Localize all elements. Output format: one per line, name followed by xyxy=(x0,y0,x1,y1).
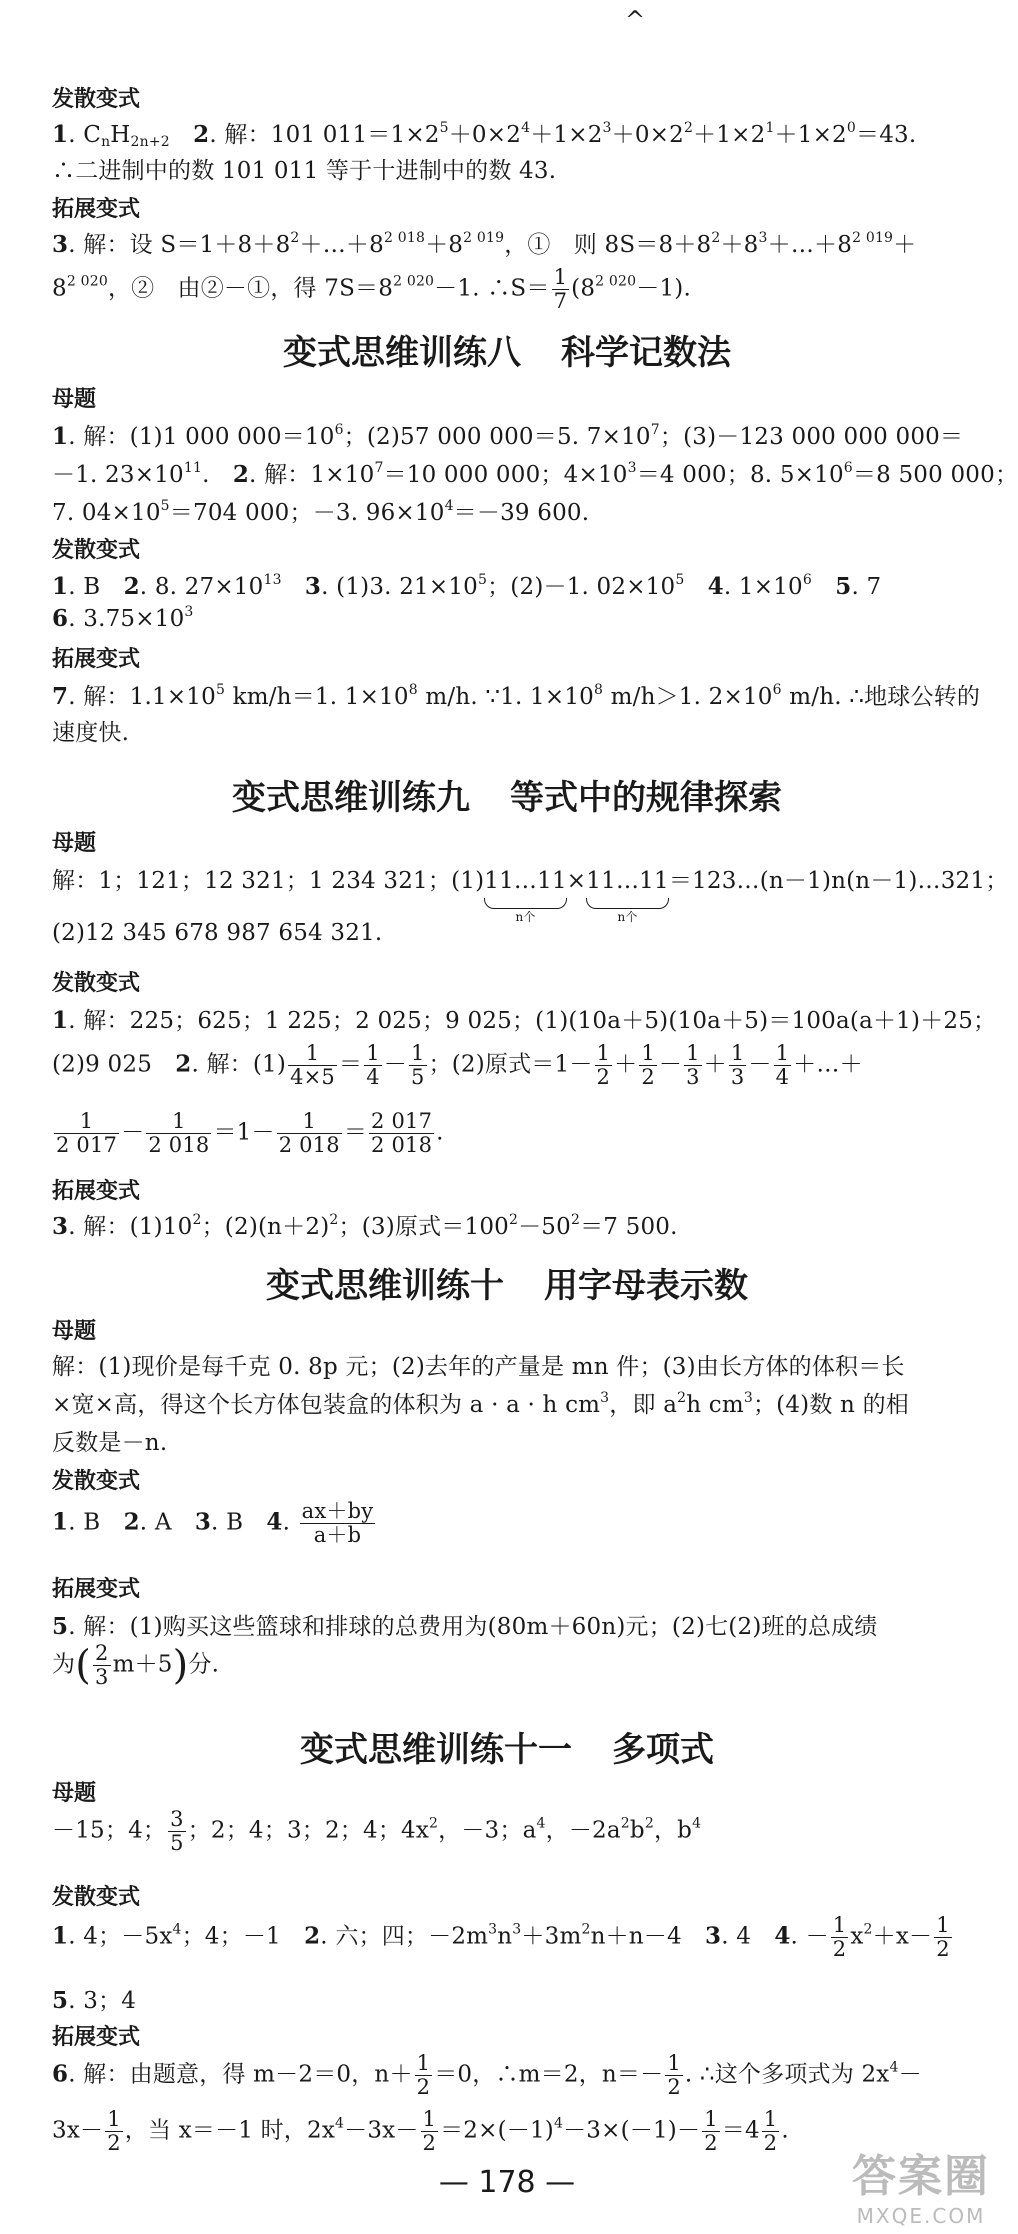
top-mark: ^ xyxy=(625,6,646,34)
answer-line: 为( $\frac{2}{3}$ m＋5)分. xyxy=(52,1641,220,1690)
section-label-muti: 母题 xyxy=(52,1319,97,1344)
watermark-logo xyxy=(852,2140,990,2228)
answer-line: 3. 解：设 $S=1+8+8^2+\dots+8^{2 018}+8^{2 019}$，① 则 $8S=8+8^2+8^3+\dots+8^{2 019}+$ xyxy=(52,230,917,258)
fraction: $\frac{3}{5}$ xyxy=(170,1807,184,1856)
fraction: $\frac{1}{2}$ xyxy=(763,2107,778,2156)
section-label-tuozhan: 拓展变式 xyxy=(52,2025,141,2050)
fraction: $\frac{1}{2}$ xyxy=(667,2051,681,2100)
answer-line: －1. $23\times 10^{11}$. 2. 解：$1\times 10^7=10$ 000 000；$4\times 10^3=4$ 000；8. $5\times 10^6=8$ 500 000； xyxy=(52,460,1018,488)
answer-line: 5. 3；4 xyxy=(52,1987,137,2014)
underbrace: 11…11 n个 xyxy=(484,868,567,924)
fraction: $\frac{1}{3}$ xyxy=(730,1041,745,1090)
answer-line: ∴二进制中的数 101 011 等于十进制中的数 43. xyxy=(52,158,557,184)
section-label-muti: 母题 xyxy=(52,387,97,412)
section-label-tuozhan: 拓展变式 xyxy=(52,1577,141,1602)
watermark-url: MXQE.COM xyxy=(856,2204,986,2228)
fraction: $\frac{1}{4\times 5}$ xyxy=(290,1041,335,1090)
answer-line: (2)12 345 678 987 654 321. xyxy=(52,920,383,946)
answer-line: 1. 4；$-5x^4$；4；－1 2. 六；四；$-2m^3n^3+3m^2n+n-4$ 3. 4 4. － $\frac{1}{2}$ $x^2+x-$ $\frac{1}{2}$ xyxy=(52,1913,950,1962)
answer-line: 6. 解：由题意，得 m－2＝0，n＋ $\frac{1}{2}$ ＝0，∴m＝2，n＝－ $\frac{1}{2}$ . ∴这个多项式为 $2x^4-$ xyxy=(52,2051,922,2100)
section-label-fasan: 发散变式 xyxy=(52,971,141,996)
section-title: 变式思维训练九 等式中的规律探索 xyxy=(232,778,782,818)
fraction: $\frac{1}{4}$ xyxy=(775,1041,790,1090)
answer-line: 1. B 2. 8. $27\times 10^{13}$ 3. (1)3. $21\times 10^5$；(2)－1. $02\times 10^5$ 4. $1\times 10^6$ 5. 7 xyxy=(52,572,882,600)
answer-line: 解：1；121；12 321；1 234 321；(1)11…11 n个 ×11…11 n个 ＝123…(n－1)n(n－1)…321； xyxy=(52,868,1009,924)
answer-line: 解：(1)现价是每千克 0. 8p 元；(2)去年的产量是 mn 件；(3)由长方体的体积＝长 xyxy=(52,1354,905,1380)
section-label-muti: 母题 xyxy=(52,1781,97,1806)
answer-line: 3x－ $\frac{1}{2}$ ，当 x＝－1 时，$2x^4-3x-$ $\frac{1}{2}$ $=2\times(-1)^4-3\times(-1)-$ $\frac{1}{2}$ ＝4 $\frac{1}{2}$ . xyxy=(52,2107,789,2156)
answer-line: $8^{2 020}$，② 由②－①，得 $7S=8^{2 020}-1$. ∴S＝ $\frac{1}{7}$ $(8^{2 020}-1)$. xyxy=(52,265,691,314)
answer-line: －15；4； $\frac{3}{5}$ ；2；4；3；2；4；$4x^2$，－3；$a^4$，$-2a^2b^2$，$b^4$ xyxy=(52,1807,702,1856)
fraction: $\frac{2}{3}$ xyxy=(95,1641,109,1690)
answer-line: 1. 解：225；625；1 225；2 025；9 025；(1)(10a＋5)(10a＋5)＝100a(a＋1)＋25； xyxy=(52,1007,997,1034)
section-title: 变式思维训练十 用字母表示数 xyxy=(266,1266,748,1306)
fraction: $\frac{2 017}{2 018}$ xyxy=(371,1109,433,1158)
watermark-text: 答案圈 xyxy=(852,2151,990,2202)
answer-line: $\frac{1}{2 017}$ － $\frac{1}{2 018}$ ＝1－ $\frac{1}{2 018}$ ＝ $\frac{2 017}{2 018}$ . xyxy=(56,1109,444,1158)
section-label-tuozhan: 拓展变式 xyxy=(52,197,141,222)
answer-line: 5. 解：(1)购买这些篮球和排球的总费用为(80m＋60n)元；(2)七(2)班的总成绩 xyxy=(52,1613,878,1640)
fraction: $\frac{1}{2}$ xyxy=(641,1041,655,1090)
answer-line: 速度快. xyxy=(52,720,130,746)
fraction: $\frac{1}{2}$ xyxy=(704,2107,718,2156)
section-label-muti: 母题 xyxy=(52,831,97,856)
section-label-fasan: 发散变式 xyxy=(52,538,141,563)
answer-line: 1. $C_nH_{2n+2}$ 2. 解：101 $011=1\times 2^5+0\times 2^4+1\times 2^3+0\times 2^2+1\times 2^1+1\times 2^0=43$. xyxy=(52,120,917,150)
fraction: $\frac{1}{2}$ xyxy=(832,1913,847,1962)
fraction: $\frac{1}{2 018}$ xyxy=(278,1109,340,1158)
answer-line: (2)9 025 2. 解：(1) $\frac{1}{4\times 5}$ ＝ $\frac{1}{4}$ － $\frac{1}{5}$ ；(2)原式＝1－ $\frac{1}{2}$ ＋ $\frac{1}{2}$ － $\frac{1}{3}$ ＋ $\frac{1}{3}$ － $\frac{1}{4}$ ＋…＋ xyxy=(52,1041,863,1090)
answer-line: 6. $3.75\times 10^3$ xyxy=(52,604,194,632)
fraction: $\frac{1}{2}$ xyxy=(416,2051,431,2100)
section-title: 变式思维训练十一 多项式 xyxy=(300,1730,714,1770)
answer-line: 1. 解：(1)1 000 $000=10^6$；(2)57 000 000＝5. $7\times 10^7$；(3)－123 000 000 000＝ xyxy=(52,422,964,450)
page-number: — 178 — xyxy=(438,2165,576,2200)
fraction: $\frac{1}{2}$ xyxy=(422,2107,437,2156)
section-label-fasan: 发散变式 xyxy=(52,1885,141,1910)
fraction: $\frac{ax+by}{a+b}$ xyxy=(301,1499,374,1548)
fraction: $\frac{1}{2}$ xyxy=(107,2107,121,2156)
section-label-tuozhan: 拓展变式 xyxy=(52,1179,141,1204)
underbrace: 11…11 n个 xyxy=(586,868,669,924)
answer-line: 1. B 2. A 3. B 4. $\frac{ax+by}{a+b}$ xyxy=(52,1499,374,1548)
answer-line: 反数是－n. xyxy=(52,1430,168,1456)
answer-line: ×宽×高，得这个长方体包装盒的体积为 a · a · h $cm^3$，即 $a^2h$ $cm^3$；(4)数 n 的相 xyxy=(52,1390,909,1418)
fraction: $\frac{1}{5}$ xyxy=(410,1041,425,1090)
answer-line: 7. 解：$1.1\times 10^5$ km/h＝1. $1\times 10^8$ m/h. ∵1. $1\times 10^8$ m/h＞1. $2\times 10^6$ m/h. ∴地球公转的 xyxy=(52,682,981,710)
section-label-fasan: 发散变式 xyxy=(52,87,141,112)
fraction: $\frac{1}{2}$ xyxy=(596,1041,611,1090)
fraction: $\frac{1}{7}$ xyxy=(553,265,568,314)
section-title: 变式思维训练八 科学记数法 xyxy=(283,333,731,373)
fraction: $\frac{1}{2}$ xyxy=(936,1913,950,1962)
section-label-fasan: 发散变式 xyxy=(52,1469,141,1494)
answer-line: 7. $04\times 10^5=704$ 000；－3. $96\times 10^4=-39$ 600. xyxy=(52,498,590,526)
fraction: $\frac{1}{3}$ xyxy=(686,1041,700,1090)
fraction: $\frac{1}{2 018}$ xyxy=(148,1109,210,1158)
fraction: $\frac{1}{2 017}$ xyxy=(56,1109,118,1158)
section-label-tuozhan: 拓展变式 xyxy=(52,647,141,672)
answer-line: 3. 解：$(1)10^2$；$(2)(n+2)^2$；(3)原式$=100^2-50^2=7$ 500. xyxy=(52,1212,678,1240)
fraction: $\frac{1}{4}$ xyxy=(366,1041,380,1090)
